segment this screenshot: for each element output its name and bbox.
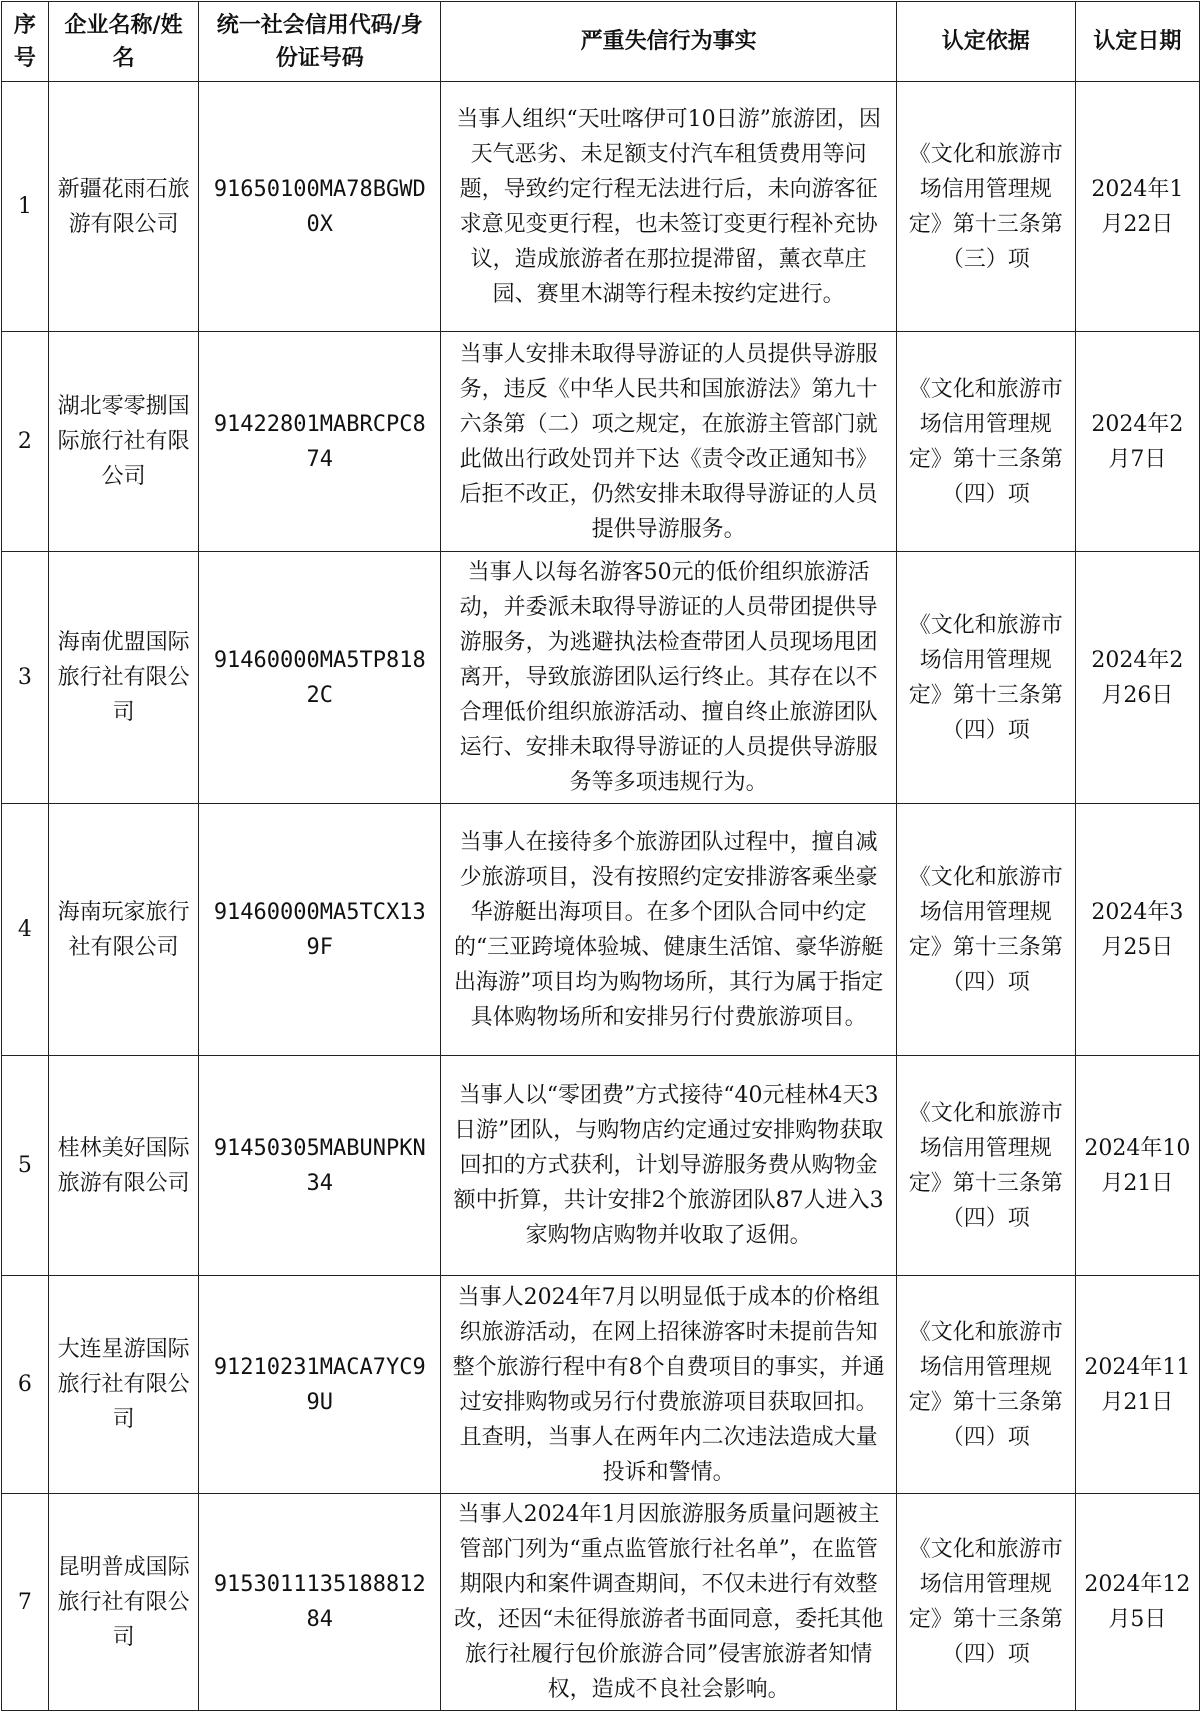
row-basis: 《文化和旅游市场信用管理规定》第十三条第（四）项 bbox=[896, 552, 1075, 804]
row-basis: 《文化和旅游市场信用管理规定》第十三条第（四）项 bbox=[896, 332, 1075, 552]
header-row bbox=[2, 2, 1200, 82]
table-row bbox=[2, 1056, 1200, 1276]
row-fact: 当事人组织“天吐喀伊可10日游”旅游团，因天气恶劣、未足额支付汽车租赁费用等问题，导致约定行程无法进行后，未向游客征求意见变更行程，也未签订变更行程补充协议，造成旅游者在那拉提滞留，薰衣草庄园、赛里木湖等行程未按约定进行。 bbox=[441, 82, 897, 332]
row-basis: 《文化和旅游市场信用管理规定》第十三条第（三）项 bbox=[896, 82, 1075, 332]
header-code: 统一社会信用代码/身份证号码 bbox=[199, 2, 441, 82]
row-date: 2024年10月21日 bbox=[1075, 1056, 1199, 1276]
table-row bbox=[2, 1494, 1200, 1711]
table-row bbox=[2, 332, 1200, 552]
row-no: 5 bbox=[2, 1056, 49, 1276]
row-fact: 当事人2024年1月因旅游服务质量问题被主管部门列为“重点监管旅行社名单”，在监管期限内和案件调查期间，不仅未进行有效整改，还因“未征得旅游者书面同意，委托其他旅行社履行包价旅游合同”侵害旅游者知情权，造成不良社会影响。 bbox=[441, 1494, 897, 1711]
row-date: 2024年3月25日 bbox=[1075, 804, 1199, 1056]
row-date: 2024年2月7日 bbox=[1075, 332, 1199, 552]
header-no: 序号 bbox=[2, 2, 49, 82]
row-name: 大连星游国际旅行社有限公司 bbox=[48, 1276, 198, 1494]
row-fact: 当事人以每名游客50元的低价组织旅游活动，并委派未取得导游证的人员带团提供导游服务，为逃避执法检查带团人员现场甩团离开，导致旅游团队运行终止。其存在以不合理低价组织旅游活动、擅自终止旅游团队运行、安排未取得导游证的人员提供导游服务等多项违规行为。 bbox=[441, 552, 897, 804]
row-fact: 当事人安排未取得导游证的人员提供导游服务，违反《中华人民共和国旅游法》第九十六条第（二）项之规定，在旅游主管部门就此做出行政处罚并下达《责令改正通知书》后拒不改正，仍然安排未取得导游证的人员提供导游服务。 bbox=[441, 332, 897, 552]
row-date: 2024年11月21日 bbox=[1075, 1276, 1199, 1494]
row-code: 91650100MA78BGWD0X bbox=[199, 82, 441, 332]
row-name: 海南玩家旅行社有限公司 bbox=[48, 804, 198, 1056]
row-no: 1 bbox=[2, 82, 49, 332]
row-code: 91460000MA5TP8182C bbox=[199, 552, 441, 804]
row-basis: 《文化和旅游市场信用管理规定》第十三条第（四）项 bbox=[896, 1494, 1075, 1711]
header-name: 企业名称/姓名 bbox=[48, 2, 198, 82]
row-basis: 《文化和旅游市场信用管理规定》第十三条第（四）项 bbox=[896, 804, 1075, 1056]
table-row bbox=[2, 1276, 1200, 1494]
row-fact: 当事人在接待多个旅游团队过程中，擅自减少旅游项目，没有按照约定安排游客乘坐豪华游艇出海项目。在多个团队合同中约定的“三亚跨境体验城、健康生活馆、豪华游艇出海游”项目均为购物场所，其行为属于指定具体购物场所和安排另行付费旅游项目。 bbox=[441, 804, 897, 1056]
row-fact: 当事人以“零团费”方式接待“40元桂林4天3日游”团队，与购物店约定通过安排购物获取回扣的方式获利，计划导游服务费从购物金额中折算，共计安排2个旅游团队87人进入3家购物店购物并收取了返佣。 bbox=[441, 1056, 897, 1276]
row-fact: 当事人2024年7月以明显低于成本的价格组织旅游活动，在网上招徕游客时未提前告知整个旅游行程中有8个自费项目的事实，并通过安排购物或另行付费旅游项目获取回扣。且查明，当事人在两年内二次违法造成大量投诉和警情。 bbox=[441, 1276, 897, 1494]
row-date: 2024年12月5日 bbox=[1075, 1494, 1199, 1711]
credit-list-table bbox=[1, 1, 1200, 1711]
header-fact: 严重失信行为事实 bbox=[441, 2, 897, 82]
row-name: 新疆花雨石旅游有限公司 bbox=[48, 82, 198, 332]
row-code: 91450305MABUNPKN34 bbox=[199, 1056, 441, 1276]
row-code: 91422801MABRCPC874 bbox=[199, 332, 441, 552]
row-date: 2024年1月22日 bbox=[1075, 82, 1199, 332]
row-date: 2024年2月26日 bbox=[1075, 552, 1199, 804]
row-name: 桂林美好国际旅游有限公司 bbox=[48, 1056, 198, 1276]
table-row bbox=[2, 82, 1200, 332]
row-no: 4 bbox=[2, 804, 49, 1056]
row-code: 91210231MACA7YC99U bbox=[199, 1276, 441, 1494]
row-name: 湖北零零捌国际旅行社有限公司 bbox=[48, 332, 198, 552]
table-row bbox=[2, 804, 1200, 1056]
table-row bbox=[2, 552, 1200, 804]
row-no: 2 bbox=[2, 332, 49, 552]
row-no: 6 bbox=[2, 1276, 49, 1494]
row-no: 7 bbox=[2, 1494, 49, 1711]
row-no: 3 bbox=[2, 552, 49, 804]
row-code: 91460000MA5TCX139F bbox=[199, 804, 441, 1056]
row-basis: 《文化和旅游市场信用管理规定》第十三条第（四）项 bbox=[896, 1276, 1075, 1494]
row-name: 海南优盟国际旅行社有限公司 bbox=[48, 552, 198, 804]
row-code: 915301113518881284 bbox=[199, 1494, 441, 1711]
row-basis: 《文化和旅游市场信用管理规定》第十三条第（四）项 bbox=[896, 1056, 1075, 1276]
header-date: 认定日期 bbox=[1075, 2, 1199, 82]
header-basis: 认定依据 bbox=[896, 2, 1075, 82]
row-name: 昆明普成国际旅行社有限公司 bbox=[48, 1494, 198, 1711]
